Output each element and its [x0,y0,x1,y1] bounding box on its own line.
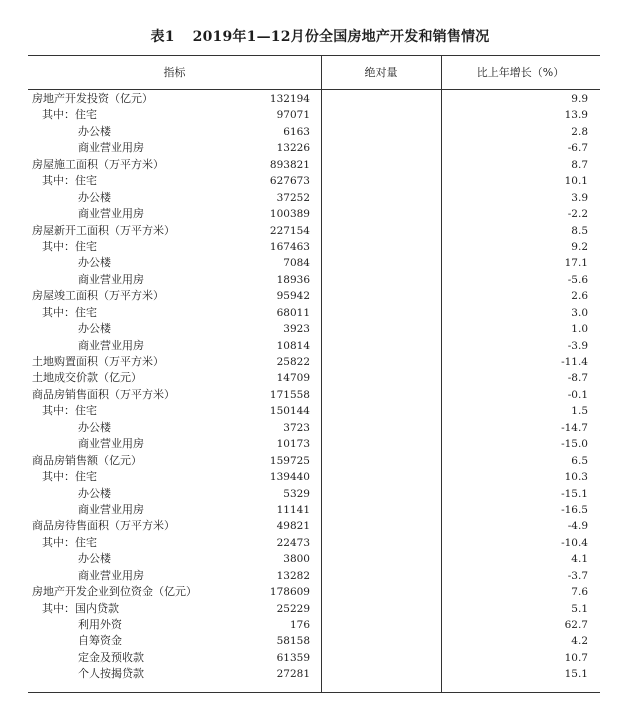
row-growth-rate: 8.7 [571,158,588,171]
table-row [28,453,600,469]
row-absolute-value: 13226 [276,142,310,155]
row-absolute-value: 6163 [283,125,310,138]
row-growth-rate: 8.5 [571,224,588,237]
row-absolute-value: 97071 [276,109,310,122]
table-row [28,650,600,666]
table-row [28,91,600,107]
table-row [28,469,600,485]
row-indicator: 其中：住宅 [42,305,97,319]
table-row [28,568,600,584]
row-absolute-value: 58158 [276,635,310,648]
row-growth-rate: 10.1 [564,175,588,188]
row-absolute-value: 7084 [283,257,310,270]
row-growth-rate: -3.9 [567,339,588,352]
row-growth-rate: -2.2 [567,208,588,221]
table-row [28,206,600,222]
row-indicator: 商业营业用房 [78,272,144,286]
row-indicator: 办公楼 [78,420,111,434]
header-growth: 比上年增长（%） [476,66,565,79]
row-growth-rate: -6.7 [567,142,588,155]
row-growth-rate: 10.7 [564,651,588,664]
row-absolute-value: 61359 [276,651,310,664]
table-row [28,666,600,682]
row-indicator: 房地产开发投资（亿元） [32,92,153,105]
table-row [28,173,600,189]
row-growth-rate: 4.2 [571,635,588,648]
row-growth-rate: 1.5 [571,405,588,418]
row-growth-rate: 2.6 [571,290,588,303]
statistics-table [28,55,600,693]
table-row [28,518,600,534]
row-indicator: 办公楼 [78,322,111,336]
table-row [28,140,600,156]
row-absolute-value: 10814 [276,339,310,352]
row-growth-rate: 6.5 [571,454,588,467]
row-absolute-value: 227154 [269,224,310,237]
row-growth-rate: 9.2 [571,240,588,253]
row-indicator: 其中：国内贷款 [42,601,119,615]
row-indicator: 房屋竣工面积（万平方米） [32,289,164,303]
row-growth-rate: -4.9 [567,520,588,533]
row-growth-rate: 3.9 [571,191,588,204]
table-title [0,26,640,46]
row-absolute-value: 10173 [276,438,310,451]
row-absolute-value: 25229 [276,602,310,615]
row-indicator: 房屋施工面积（万平方米） [32,157,164,171]
row-absolute-value: 68011 [276,306,310,319]
row-indicator: 商品房待售面积（万平方米） [32,519,175,533]
table-row [28,354,600,370]
row-absolute-value: 150144 [269,405,310,418]
row-absolute-value: 3723 [283,421,310,434]
row-growth-rate: -14.7 [561,421,588,434]
table-row [28,617,600,633]
row-growth-rate: -5.6 [567,273,588,286]
row-absolute-value: 14709 [276,372,310,385]
row-absolute-value: 22473 [276,536,310,549]
row-growth-rate: -15.1 [561,487,588,500]
row-indicator: 其中：住宅 [42,174,97,188]
table-row [28,387,600,403]
header-indicator: 指标 [163,66,186,79]
row-growth-rate: 4.1 [571,553,588,566]
row-indicator: 其中：住宅 [42,470,97,484]
row-indicator: 商业营业用房 [78,207,144,221]
row-indicator: 其中：住宅 [42,535,97,549]
row-indicator: 其中：住宅 [42,239,97,253]
table-row [28,535,600,551]
row-absolute-value: 27281 [276,668,310,681]
table-row [28,436,600,452]
row-growth-rate: 5.1 [571,602,588,615]
row-absolute-value: 3800 [283,553,310,566]
table-row [28,601,600,617]
table-row [28,370,600,386]
row-indicator: 办公楼 [78,552,111,566]
table-row [28,239,600,255]
table-row [28,584,600,600]
row-growth-rate: -3.7 [567,569,588,582]
table-row [28,305,600,321]
table-row [28,288,600,304]
row-growth-rate: -0.1 [567,388,588,401]
row-indicator: 个人按揭贷款 [78,667,144,681]
row-indicator: 自筹资金 [78,634,122,648]
row-indicator: 办公楼 [78,486,111,500]
row-absolute-value: 5329 [283,487,310,500]
row-indicator: 商业营业用房 [78,568,144,582]
row-indicator: 商业营业用房 [78,141,144,155]
row-indicator: 其中：住宅 [42,404,97,418]
row-indicator: 商品房销售面积（万平方米） [32,387,175,401]
row-indicator: 其中：住宅 [42,108,97,122]
table-row [28,502,600,518]
row-absolute-value: 100389 [269,208,310,221]
row-absolute-value: 3923 [283,323,310,336]
row-absolute-value: 25822 [276,356,310,368]
row-growth-rate: 2.8 [571,125,588,138]
table-row [28,157,600,173]
row-growth-rate: 17.1 [564,257,588,270]
row-growth-rate: -15.0 [561,438,588,451]
row-indicator: 商品房销售额（亿元） [32,453,142,467]
table-row [28,272,600,288]
row-absolute-value: 893821 [269,158,310,171]
row-absolute-value: 49821 [276,520,310,533]
table-row [28,551,600,567]
row-absolute-value: 132194 [269,93,310,105]
row-indicator: 房地产开发企业到位资金（亿元） [32,585,197,599]
table-body [28,91,600,683]
row-growth-rate: 62.7 [564,619,588,631]
row-absolute-value: 13282 [276,569,310,582]
row-absolute-value: 139440 [269,471,310,484]
row-indicator: 土地成交价款（亿元） [32,371,142,385]
row-growth-rate: 9.9 [571,93,588,105]
row-absolute-value: 171558 [269,388,310,401]
table-row [28,420,600,436]
row-indicator: 利用外资 [78,618,122,631]
row-absolute-value: 18936 [276,273,310,286]
row-indicator: 土地购置面积（万平方米） [32,355,164,368]
row-indicator: 办公楼 [78,124,111,138]
row-growth-rate: -16.5 [561,503,588,516]
row-growth-rate: 3.0 [571,306,588,319]
row-absolute-value: 37252 [276,191,310,204]
table-row [28,255,600,271]
table-row [28,486,600,502]
table-row [28,321,600,337]
row-indicator: 办公楼 [78,190,111,204]
row-growth-rate: 7.6 [571,586,588,599]
row-absolute-value: 627673 [269,175,310,188]
table-row [28,403,600,419]
row-indicator: 商业营业用房 [78,437,144,451]
row-indicator: 办公楼 [78,256,111,270]
table-row [28,338,600,354]
table-row [28,190,600,206]
table-title-text: 2019年1—12月份全国房地产开发和销售情况 [192,29,490,45]
table-row [28,124,600,140]
table-number: 表1 [150,29,175,45]
row-indicator: 定金及预收款 [78,650,144,664]
row-absolute-value: 95942 [276,290,310,303]
row-growth-rate: 1.0 [571,323,588,336]
row-indicator: 商业营业用房 [78,338,144,352]
table-row [28,107,600,123]
row-indicator: 商业营业用房 [78,502,144,516]
row-growth-rate: -8.7 [567,372,588,385]
row-absolute-value: 176 [289,619,310,631]
row-growth-rate: -11.4 [561,356,588,368]
table-row [28,223,600,239]
row-absolute-value: 178609 [269,586,310,599]
row-absolute-value: 159725 [269,454,310,467]
table-row [28,633,600,649]
row-growth-rate: -10.4 [561,536,588,549]
row-absolute-value: 11141 [276,503,310,516]
row-absolute-value: 167463 [269,240,310,253]
table-header [28,56,600,90]
header-absolute: 绝对量 [364,66,398,79]
row-growth-rate: 13.9 [564,109,588,122]
row-growth-rate: 15.1 [564,668,588,681]
row-indicator: 房屋新开工面积（万平方米） [32,223,175,237]
row-growth-rate: 10.3 [564,471,588,484]
